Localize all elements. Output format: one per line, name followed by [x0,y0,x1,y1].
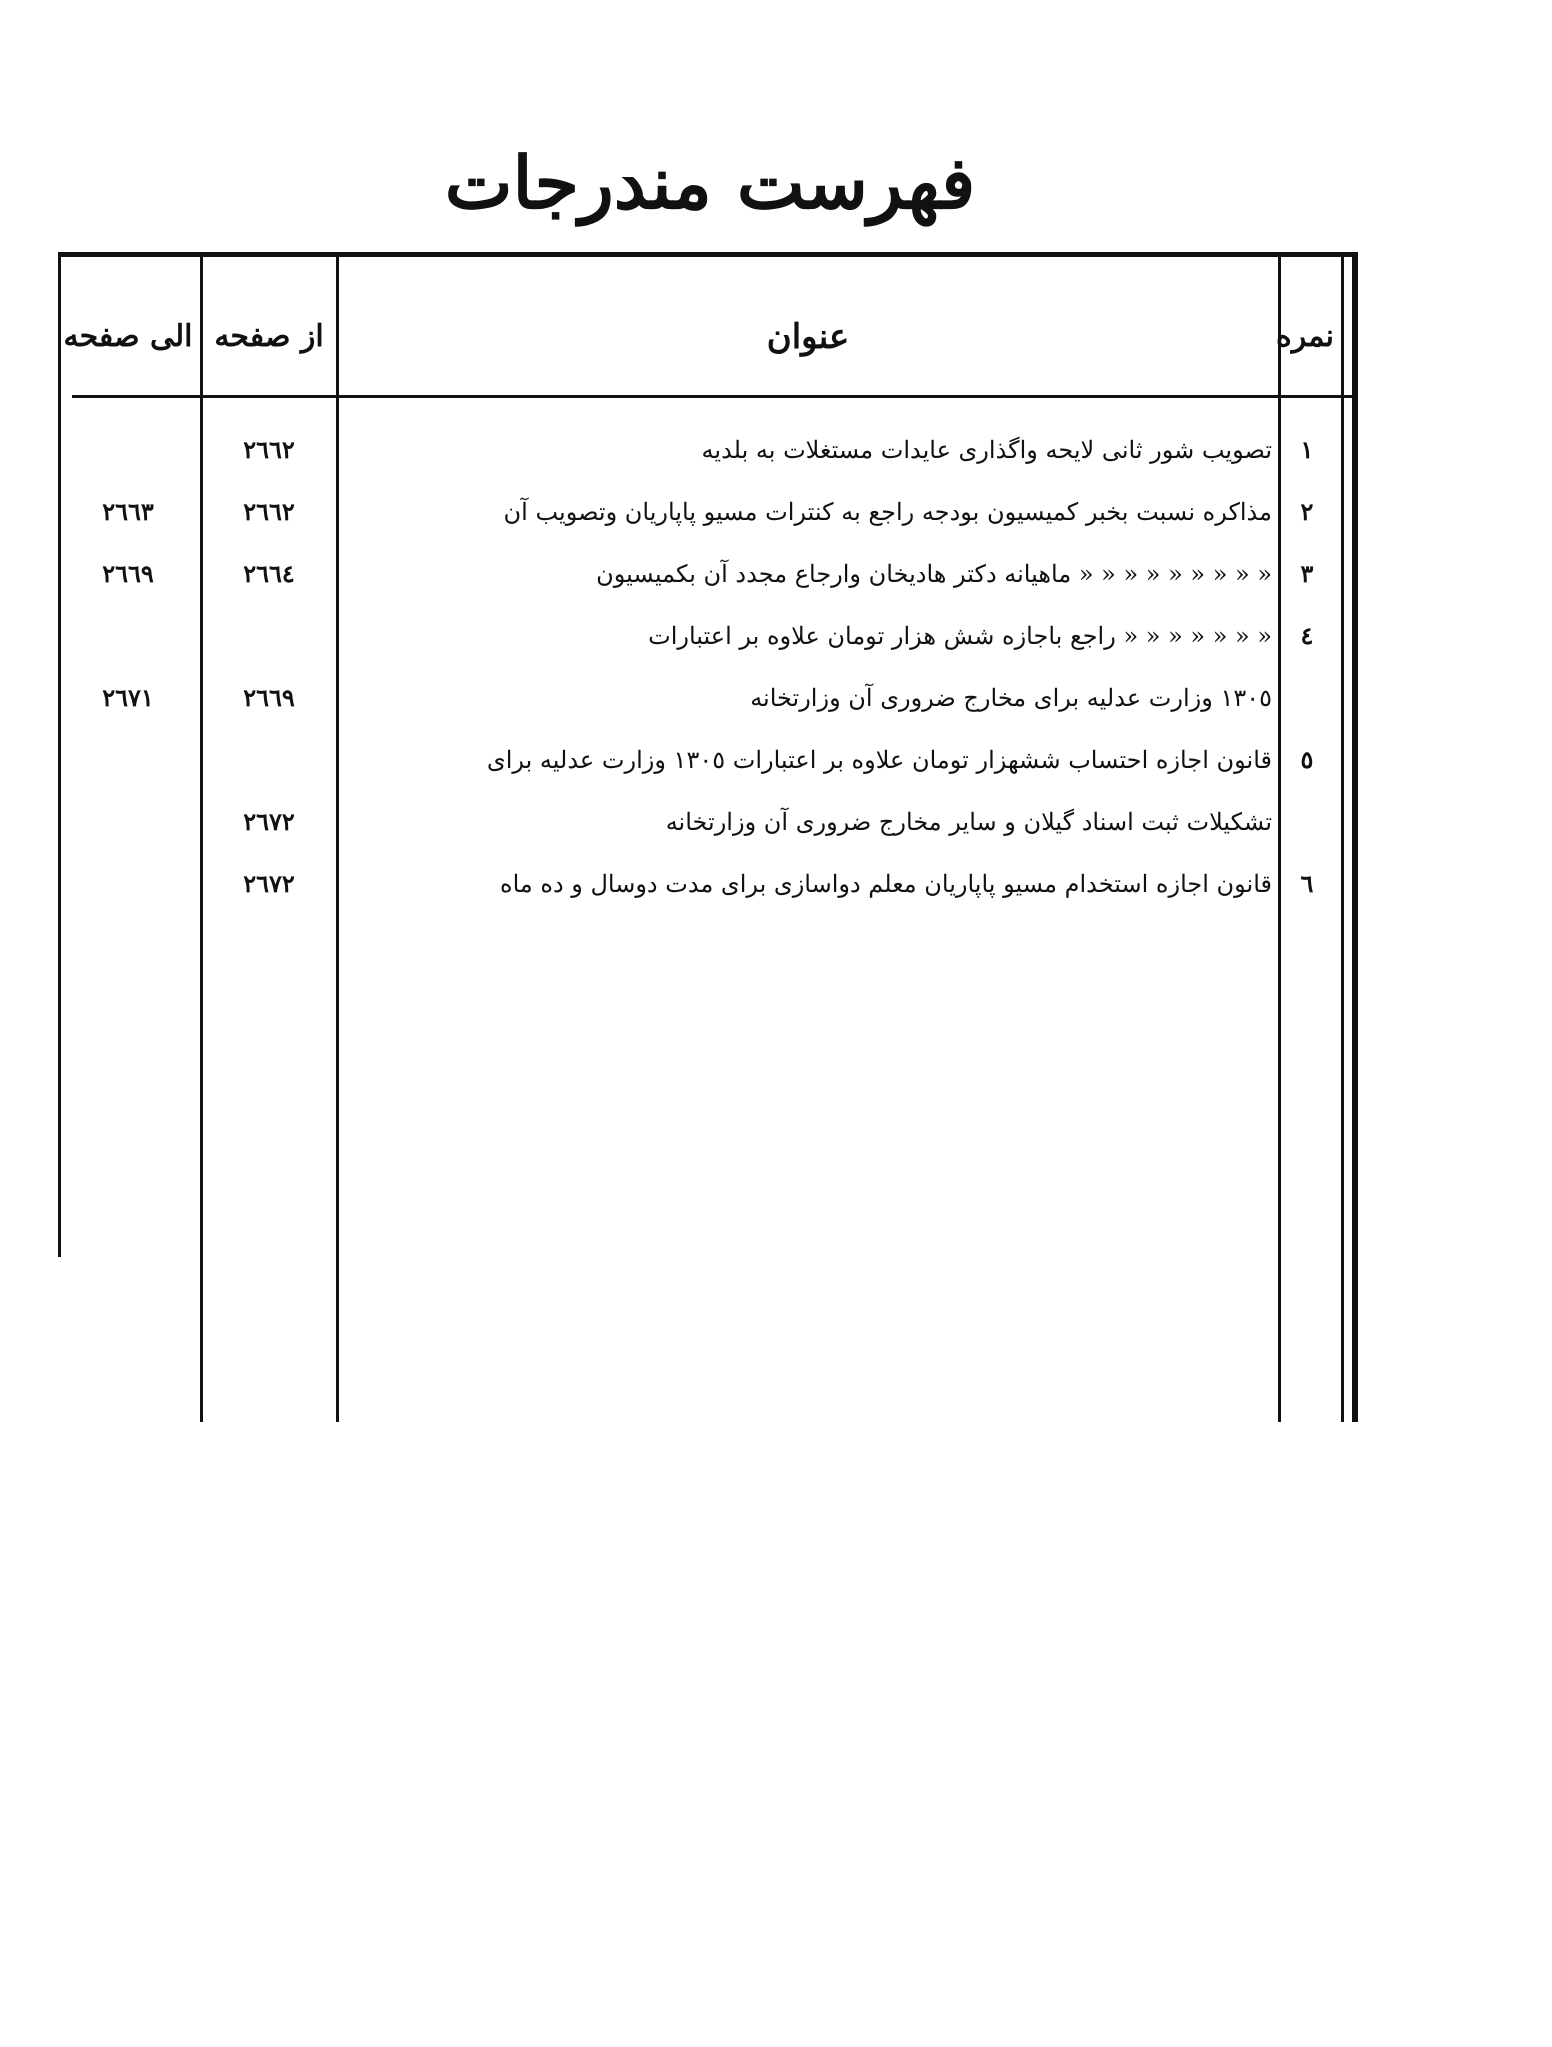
row-title: قانون اجازه استخدام مسيو پاپاريان معلم دواسازى براى مدت دوسال و ده ماه [500,870,1272,898]
row-number [1284,791,1330,853]
header-from-page: از صفحه [214,319,324,354]
row-number: ٦ [1300,869,1314,898]
row-to-page: ٢٦٦٩ [102,559,154,588]
table-row [58,667,1358,729]
row-number: ٢ [1300,497,1314,526]
row-to-page [58,791,198,853]
table-row [58,605,1358,667]
row-from-page [204,729,334,791]
row-number: ٣ [1300,559,1314,588]
row-number [1284,667,1330,729]
table-row [58,853,1358,915]
row-title: ١٣٠٥ وزارت عدليه براى مخارج ضرورى آن وزارتخانه [750,684,1272,712]
page-title: فهرست مندرجات [444,140,976,225]
row-from-page: ٢٦٦٤ [243,559,295,588]
row-from-page: ٢٦٦٢ [243,497,295,526]
row-to-page [58,729,198,791]
table-row [58,543,1358,605]
row-number: ١ [1300,435,1314,464]
header-number: نمره [1276,319,1334,354]
row-number: ٥ [1300,745,1314,774]
row-title: قانون اجازه احتساب ششهزار تومان علاوه بر اعتبارات ١٣٠٥ وزارت عدليه براى [486,746,1272,774]
row-from-page: ٢٦٧٢ [243,807,295,836]
table-row [58,419,1358,481]
row-title: « « « « « « « « « ماهيانه دكتر هادیخان وارجاع مجدد آن بكميسيون [596,560,1272,588]
row-to-page [58,605,198,667]
table-row [58,791,1358,853]
row-title: « « « « « « « راجع باجازه شش هزار تومان علاوه بر اعتبارات [648,622,1272,650]
row-number: ٤ [1300,621,1314,650]
row-to-page [58,419,198,481]
table-row [58,481,1358,543]
row-title: تصويب شور ثانی لايحه واگذاری عايدات مستغلات به بلديه [701,436,1272,464]
contents-table [58,252,1358,1422]
row-title: مذاكره نسبت بخبر كميسيون بودجه راجع به كنترات مسيو پاپاريان وتصويب آن [503,498,1272,526]
row-from-page: ٢٦٦٢ [243,435,295,464]
row-to-page: ٢٦٦٣ [102,497,154,526]
row-from-page: ٢٦٧٢ [243,869,295,898]
table-row [58,729,1358,791]
row-from-page [204,605,334,667]
row-to-page: ٢٦٧١ [102,683,154,712]
row-title: تشكيلات ثبت اسناد گيلان و ساير مخارج ضرورى آن وزارتخانه [665,808,1272,836]
header-title: عنوان [766,317,850,357]
row-to-page [58,853,198,915]
header-rule [72,395,1358,398]
row-from-page: ٢٦٦٩ [243,683,295,712]
header-to-page: الی صفحه [63,319,193,354]
